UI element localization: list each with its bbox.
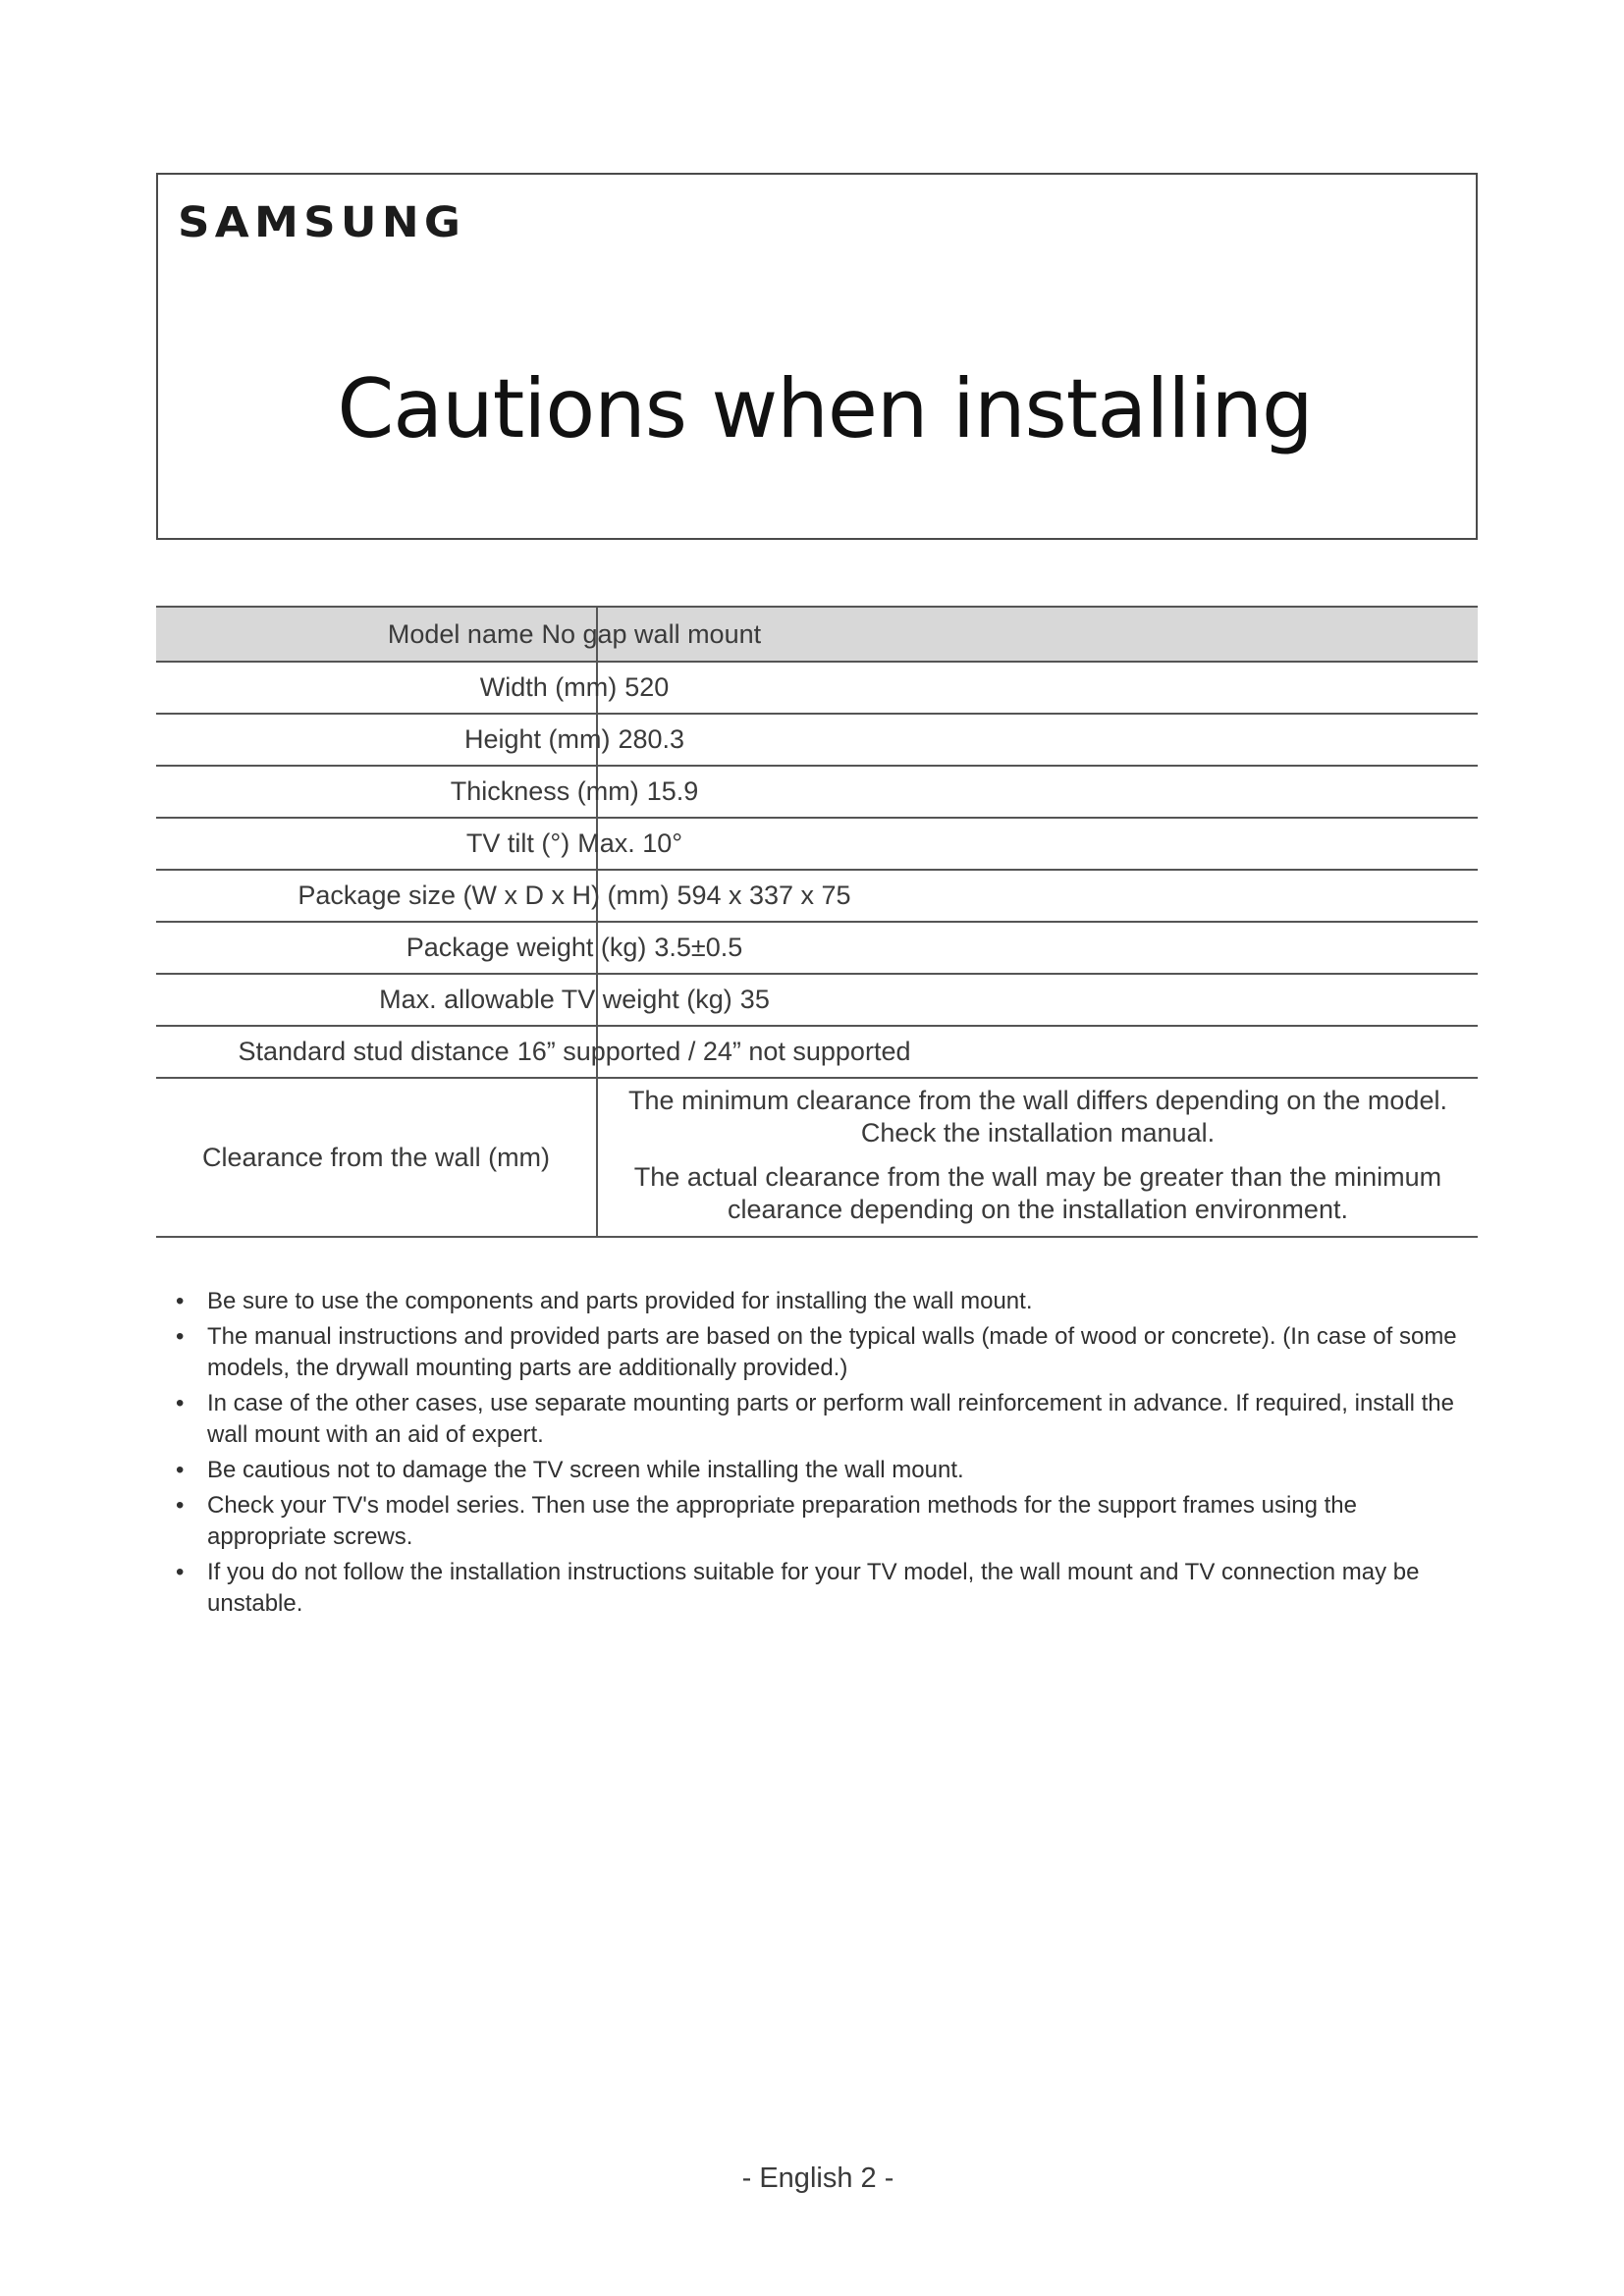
note-text: Check your TV's model series. Then use the appropriate preparation methods for the support frames using the appropriate screws. [207, 1492, 1357, 1550]
list-item [172, 1557, 1478, 1620]
note-text: Be sure to use the components and parts provided for installing the wall mount. [207, 1288, 1033, 1314]
bullet-icon: • [176, 1492, 185, 1519]
clearance-notes [598, 1085, 1478, 1236]
table-row-width [156, 663, 1478, 715]
table-row-package-weight [156, 923, 1478, 975]
table-cell [156, 871, 1478, 921]
row-label: Height (mm) [463, 724, 611, 754]
list-item [172, 1490, 1478, 1553]
page-number: - English 2 - [741, 2163, 894, 2194]
table-row-package-size [156, 871, 1478, 923]
note-text: If you do not follow the installation instructions suitable for your TV model, the wall mount and TV connection may be unstable. [207, 1559, 1420, 1617]
table-row-clearance [156, 1079, 1478, 1238]
table-cell [156, 715, 1478, 765]
model-name-value: No gap wall mount [541, 618, 762, 649]
brand-logo: SAMSUNG [178, 198, 466, 247]
row-value: 35 [739, 985, 770, 1014]
table-row-stud-distance [156, 1027, 1478, 1079]
note-text: The manual instructions and provided parts are based on the typical walls (made of wood or concrete). (In case of some models, the drywall mounting parts are additionally provided.) [207, 1323, 1457, 1381]
list-item [172, 1455, 1478, 1486]
table-cell [156, 1027, 1478, 1077]
table-row-thickness [156, 767, 1478, 819]
table-header-cell [156, 608, 1478, 661]
list-item [172, 1286, 1478, 1317]
table-cell [156, 663, 1478, 713]
table-header-row [156, 608, 1478, 663]
row-label: Package size (W x D x H) (mm) [298, 881, 670, 910]
row-value: 280.3 [618, 724, 685, 754]
header-box [156, 173, 1478, 540]
model-name-label: Model name [387, 618, 534, 649]
row-label: Thickness (mm) [450, 776, 639, 806]
list-item [172, 1388, 1478, 1451]
row-label: Package weight (kg) [406, 933, 647, 962]
clearance-note-minimum: The minimum clearance from the wall differs depending on the model. Check the installation manual. [628, 1086, 1447, 1148]
bullet-icon: • [176, 1390, 185, 1416]
note-text: In case of the other cases, use separate mounting parts or perform wall reinforcement in advance. If required, install the wall mount with an aid of expert. [207, 1390, 1454, 1448]
row-value: 16” supported / 24” not supported [516, 1037, 911, 1066]
note-text: Be cautious not to damage the TV screen while installing the wall mount. [207, 1457, 964, 1483]
bullet-icon: • [176, 1288, 185, 1314]
table-cell [156, 975, 1478, 1025]
row-label: Width (mm) [479, 672, 618, 702]
row-label: Max. allowable TV weight (kg) [379, 985, 732, 1014]
table-cell [156, 767, 1478, 817]
page-title: Cautions when installing [337, 361, 1313, 456]
row-value: Max. 10° [577, 828, 683, 858]
caution-notes-list [172, 1286, 1478, 1624]
table-cell [156, 923, 1478, 973]
row-label: Standard stud distance [238, 1037, 510, 1066]
bullet-icon: • [176, 1559, 185, 1585]
clearance-note-actual: The actual clearance from the wall may be greater than the minimum clearance depending on the installation environment. [633, 1162, 1442, 1224]
row-label: TV tilt (°) [465, 828, 570, 858]
row-value: 3.5±0.5 [654, 933, 743, 962]
clearance-label: Clearance from the wall (mm) [201, 1142, 551, 1172]
bullet-icon: • [176, 1457, 185, 1483]
bullet-icon: • [176, 1323, 185, 1350]
row-value: 594 x 337 x 75 [677, 881, 851, 910]
table-row-tv-tilt [156, 819, 1478, 871]
table-cell [156, 819, 1478, 869]
row-value: 520 [624, 672, 670, 702]
table-row-height [156, 715, 1478, 767]
spec-table [156, 606, 1478, 1238]
table-row-max-tv-weight [156, 975, 1478, 1027]
list-item [172, 1321, 1478, 1384]
row-value: 15.9 [646, 776, 699, 806]
